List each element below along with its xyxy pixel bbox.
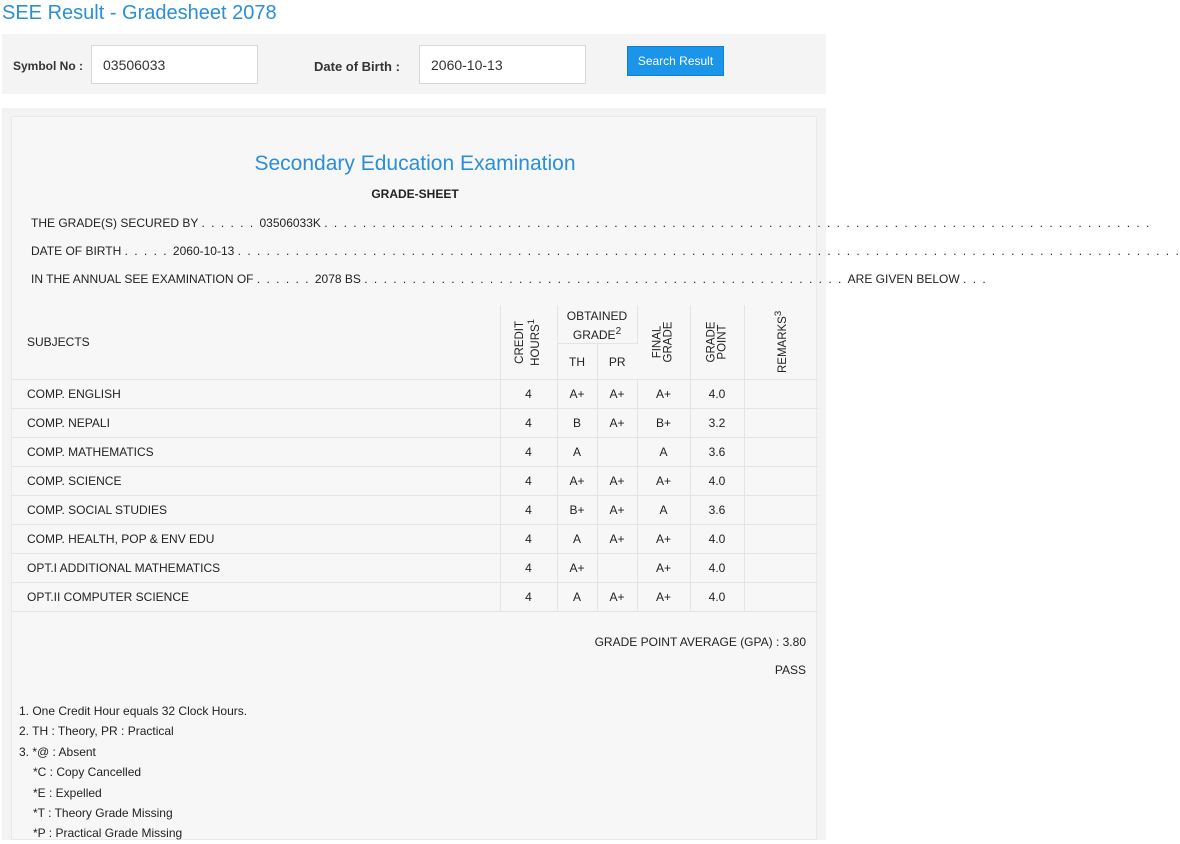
grade-point-cell: 4.0 <box>690 554 744 583</box>
remarks-cell <box>744 554 818 583</box>
col-remarks: REMARKS$^3$ <box>744 305 818 380</box>
grade-point-cell: 4.0 <box>690 583 744 612</box>
th-grade-cell: A <box>557 525 597 554</box>
th-grade-cell: A+ <box>557 554 597 583</box>
final-grade-cell: A+ <box>637 554 690 583</box>
info-line-exam-suffix: ARE GIVEN BELOW <box>847 272 960 286</box>
gradesheet <box>11 116 1180 841</box>
footnote-item: *P : Practical Grade Missing <box>33 826 183 841</box>
pr-grade-cell: A+ <box>597 467 637 496</box>
page-title: SEE Result - Gradesheet 2078 <box>2 2 277 24</box>
final-grade-cell: A+ <box>637 525 690 554</box>
col-pr: PR <box>597 344 637 380</box>
final-grade-cell: B+ <box>637 409 690 438</box>
remarks-cell <box>744 583 818 612</box>
pr-grade-cell: A+ <box>597 583 637 612</box>
table-row <box>12 467 818 496</box>
th-grade-cell: A <box>557 583 597 612</box>
grades-table <box>12 305 818 612</box>
pr-grade-cell: A+ <box>597 496 637 525</box>
search-result-button[interactable]: Search Result <box>627 46 724 76</box>
result-status: PASS <box>774 663 806 677</box>
footnotes <box>19 701 247 844</box>
col-credit-hours: CREDIT HOURS$^1$ <box>500 305 557 380</box>
pr-grade-cell: A+ <box>597 525 637 554</box>
grade-point-cell: 3.6 <box>690 496 744 525</box>
search-form <box>2 34 826 94</box>
subject-cell: COMP. SCIENCE <box>12 467 500 496</box>
grade-point-cell: 3.2 <box>690 409 744 438</box>
subject-cell: OPT.I ADDITIONAL MATHEMATICS <box>12 554 500 583</box>
info-line-dob-prefix: DATE OF BIRTH <box>31 244 122 258</box>
table-row <box>12 583 818 612</box>
table-row <box>12 380 818 409</box>
info-line-exam-prefix: IN THE ANNUAL SEE EXAMINATION OF <box>31 272 254 286</box>
exam-title: Secondary Education Examination <box>254 152 576 175</box>
credit-cell: 4 <box>500 525 557 554</box>
table-row <box>12 554 818 583</box>
subject-cell: OPT.II COMPUTER SCIENCE <box>12 583 500 612</box>
credit-cell: 4 <box>500 583 557 612</box>
credit-cell: 4 <box>500 409 557 438</box>
info-line-name: THE GRADE(S) SECURED BY . . . . . . 03506033K . . . . . . . . . . . . . . . . . . . . . . . . . . . . . . . . . . . . . . . . . . . . . . . . . . . . . . . . . . . . . . . . . . . . . . . . . . . . . . . . . . . . . . <box>31 216 1151 230</box>
info-line-name-value: 03506033K <box>259 216 321 230</box>
remarks-cell <box>744 496 818 525</box>
col-final-grade: FINAL GRADE <box>637 305 690 380</box>
subject-cell: COMP. NEPALI <box>12 409 500 438</box>
subject-cell: COMP. HEALTH, POP & ENV EDU <box>12 525 500 554</box>
pr-grade-cell <box>597 438 637 467</box>
remarks-cell <box>744 438 818 467</box>
grade-point-cell: 3.6 <box>690 438 744 467</box>
gradesheet-panel <box>2 108 1180 841</box>
remarks-cell <box>744 409 818 438</box>
remarks-cell <box>744 525 818 554</box>
pr-grade-cell: A+ <box>597 380 637 409</box>
col-grade-point: GRADE POINT <box>690 305 744 380</box>
subject-cell: COMP. MATHEMATICS <box>12 438 500 467</box>
info-line-exam: IN THE ANNUAL SEE EXAMINATION OF . . . . . . 2078 BS . . . . . . . . . . . . . . . . . . . . . . . . . . . . . . . . . . . . . . . . . . . . . . . . . . ARE GIVEN BELOW . . . <box>31 272 988 286</box>
th-grade-cell: A <box>557 438 597 467</box>
info-line-dob-value: 2060-10-13 <box>172 244 235 258</box>
footnote-item: *T : Theory Grade Missing <box>33 806 173 821</box>
remarks-cell <box>744 467 818 496</box>
th-grade-cell: A+ <box>557 467 597 496</box>
col-th: TH <box>557 344 597 380</box>
info-line-name-prefix: THE GRADE(S) SECURED BY <box>31 216 199 230</box>
grade-point-cell: 4.0 <box>690 525 744 554</box>
th-grade-cell: A+ <box>557 380 597 409</box>
table-row <box>12 409 818 438</box>
footnote-item: 3. *@ : Absent <box>19 744 96 759</box>
info-line-dob: DATE OF BIRTH . . . . . 2060-10-13 . . . . . . . . . . . . . . . . . . . . . . . . . . . . . . . . . . . . . . . . . . . . . . . . . . . . . . . . . . . . . . . . . . . . . . . . . . . . . . . . . . . . . . . . . . . . . . . . . . <box>31 244 1180 258</box>
symbol-input[interactable] <box>91 45 258 84</box>
symbol-label: Symbol No : <box>13 59 84 73</box>
th-grade-cell: B <box>557 409 597 438</box>
credit-cell: 4 <box>500 438 557 467</box>
pr-grade-cell: A+ <box>597 409 637 438</box>
table-row <box>12 438 818 467</box>
info-line-exam-value: 2078 BS <box>314 272 361 286</box>
remarks-cell <box>744 380 818 409</box>
grade-point-cell: 4.0 <box>690 380 744 409</box>
subject-cell: COMP. SOCIAL STUDIES <box>12 496 500 525</box>
table-row <box>12 496 818 525</box>
credit-cell: 4 <box>500 554 557 583</box>
final-grade-cell: A+ <box>637 380 690 409</box>
sheet-heading: GRADE-SHEET <box>371 187 459 201</box>
credit-cell: 4 <box>500 496 557 525</box>
dob-input[interactable] <box>419 45 586 84</box>
footnote-item: 2. TH : Theory, PR : Practical <box>19 724 174 739</box>
gpa-value: GRADE POINT AVERAGE (GPA) : 3.80 <box>594 635 806 649</box>
table-row <box>12 525 818 554</box>
col-subjects: SUBJECTS <box>12 305 500 380</box>
final-grade-cell: A+ <box>637 583 690 612</box>
th-grade-cell: B+ <box>557 496 597 525</box>
final-grade-cell: A <box>637 496 690 525</box>
col-obtained-grade: OBTAINED GRADE$^2$ <box>557 305 637 344</box>
subject-cell: COMP. ENGLISH <box>12 380 500 409</box>
credit-cell: 4 <box>500 380 557 409</box>
final-grade-cell: A <box>637 438 690 467</box>
pr-grade-cell <box>597 554 637 583</box>
grade-point-cell: 4.0 <box>690 467 744 496</box>
footnote-item: 1. One Credit Hour equals 32 Clock Hours. <box>19 704 248 718</box>
dob-label: Date of Birth : <box>314 59 400 74</box>
footnote-item: *C : Copy Cancelled <box>33 765 142 780</box>
footnote-item: *E : Expelled <box>33 785 102 800</box>
final-grade-cell: A+ <box>637 467 690 496</box>
credit-cell: 4 <box>500 467 557 496</box>
